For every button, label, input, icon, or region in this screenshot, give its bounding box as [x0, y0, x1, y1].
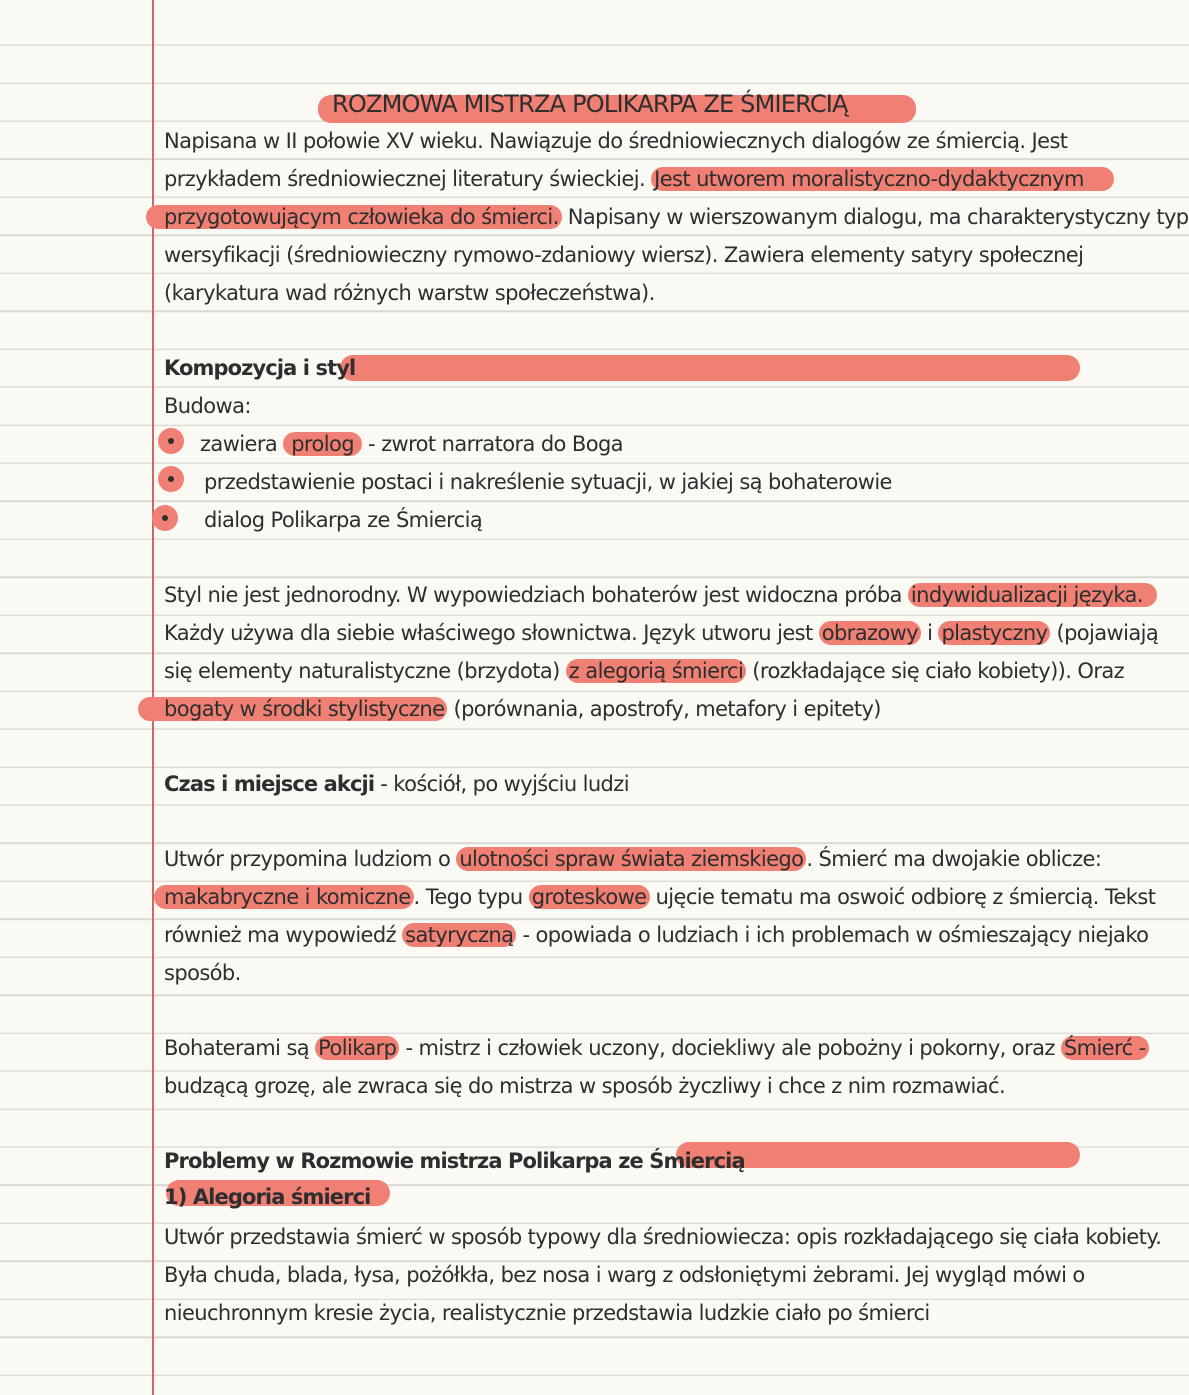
highlight-death: Śmierć - — [1061, 1036, 1149, 1060]
style-line-3: się elementy naturalistyczne (brzydota) z alegorią śmierci (rozkładające się ciało kobiety)). Oraz — [164, 659, 1125, 683]
bullet-3 — [152, 505, 178, 531]
highlight-preparing: przygotowującym człowieka do śmierci. — [146, 205, 562, 229]
highlight-satirical: satyryczną — [402, 923, 516, 947]
time-place-line: Czas i miejsce akcji - kościół, po wyjściu ludzi — [164, 772, 629, 796]
problems-line-3: nieuchronnym kresie życia, realistycznie przedstawia ludzkie ciało po śmierci — [164, 1301, 930, 1325]
heroes-line-2: budzącą grozę, ale zwraca się do mistrza w sposób życzliwy i chce z nim rozmawiać. — [164, 1074, 1006, 1098]
highlight-transience: ulotności spraw świata ziemskiego — [456, 847, 806, 871]
highlight-plastic: plastyczny — [938, 621, 1050, 645]
meaning-line-4: sposób. — [164, 961, 241, 985]
problems-heading: Problemy w Rozmowie mistrza Polikarpa ze Śmiercią — [164, 1149, 745, 1173]
bullet-item-1: zawiera prolog - zwrot narratora do Boga — [200, 432, 623, 456]
meaning-line-1: Utwór przypomina ludziom o ulotności spraw świata ziemskiego . Śmierć ma dwojakie oblicze: — [164, 847, 1102, 871]
bullet-item-2: przedstawienie postaci i nakreślenie sytuacji, w jakiej są bohaterowie — [204, 470, 892, 494]
meaning-line-3: również ma wypowiedź satyryczną - opowiada o ludziach i ich problemach w ośmieszający niejako — [164, 923, 1149, 947]
intro-line-3: przygotowującym człowieka do śmierci. Napisany w wierszowanym dialogu, ma charakterystyczny typ — [146, 202, 1046, 232]
intro-line-5: (karykatura wad różnych warstw społeczeństwa). — [164, 281, 655, 305]
highlight-stylistic: bogaty w środki stylistyczne — [138, 697, 447, 721]
highlight-moralistic: Jest utworem moralistyczno-dydaktycznym — [651, 167, 1114, 191]
bullet-item-3: dialog Polikarpa ze Śmiercią — [204, 508, 483, 532]
style-line-1: Styl nie jest jednorodny. W wypowiedziach bohaterów jest widoczna próba indywidualizacji języka. — [164, 580, 1064, 610]
bullet-2 — [158, 466, 184, 492]
highlight-figurative: obrazowy — [819, 621, 921, 645]
bullet-1 — [158, 428, 184, 454]
meaning-line-2: makabryczne i komiczne . Tego typu groteskowe ujęcie tematu ma oswoić odbiorę z śmiercią. Tekst — [154, 882, 1054, 912]
intro-line-1: Napisana w II połowie XV wieku. Nawiązuje do średniowiecznych dialogów ze śmiercią. Jest — [164, 129, 1068, 153]
page-title: ROZMOWA MISTRZA POLIKARPA ZE ŚMIERCIĄ — [332, 90, 848, 118]
allegory-subheading: 1) Alegoria śmierci — [164, 1185, 371, 1209]
problems-line-2: Była chuda, blada, łysa, pożółkła, bez nosa i warg z odsłoniętymi żebrami. Jej wygląd mówi o — [164, 1263, 1085, 1287]
highlight-prolog: prolog — [283, 432, 362, 456]
composition-heading: Kompozycja i styl — [164, 356, 356, 380]
highlight-polikarp: Polikarp — [315, 1036, 399, 1060]
budowa-label: Budowa: — [164, 394, 251, 418]
heroes-line-1: Bohaterami są Polikarp - mistrz i człowiek uczony, dociekliwy ale pobożny i pokorny, oraz Śmierć - — [164, 1033, 1064, 1063]
composition-heading-bar — [340, 355, 1080, 381]
style-line-4: bogaty w środki stylistyczne (porównania, apostrofy, metafory i epitety) — [138, 694, 1038, 724]
highlight-macabre: makabryczne i komiczne — [154, 885, 414, 909]
style-line-2: Każdy używa dla siebie właściwego słownictwa. Język utworu jest obrazowy i plastyczny (pojawiają — [164, 621, 1159, 645]
intro-line-4: wersyfikacji (średniowieczny rymowo-zdaniowy wiersz). Zawiera elementy satyry społecznej — [164, 243, 1084, 267]
highlight-grotesque: groteskowe — [529, 885, 650, 909]
highlight-allegory: z alegorią śmierci — [566, 659, 746, 683]
time-place-label: Czas i miejsce akcji — [164, 772, 375, 796]
problems-line-1: Utwór przedstawia śmierć w sposób typowy dla średniowiecza: opis rozkładającego się ciała kobiety. — [164, 1225, 1162, 1249]
intro-line-2: przykładem średniowiecznej literatury świeckiej. Jest utworem moralistyczno-dydaktycznym — [164, 164, 1064, 194]
highlight-individualization: indywidualizacji języka. — [908, 583, 1157, 607]
